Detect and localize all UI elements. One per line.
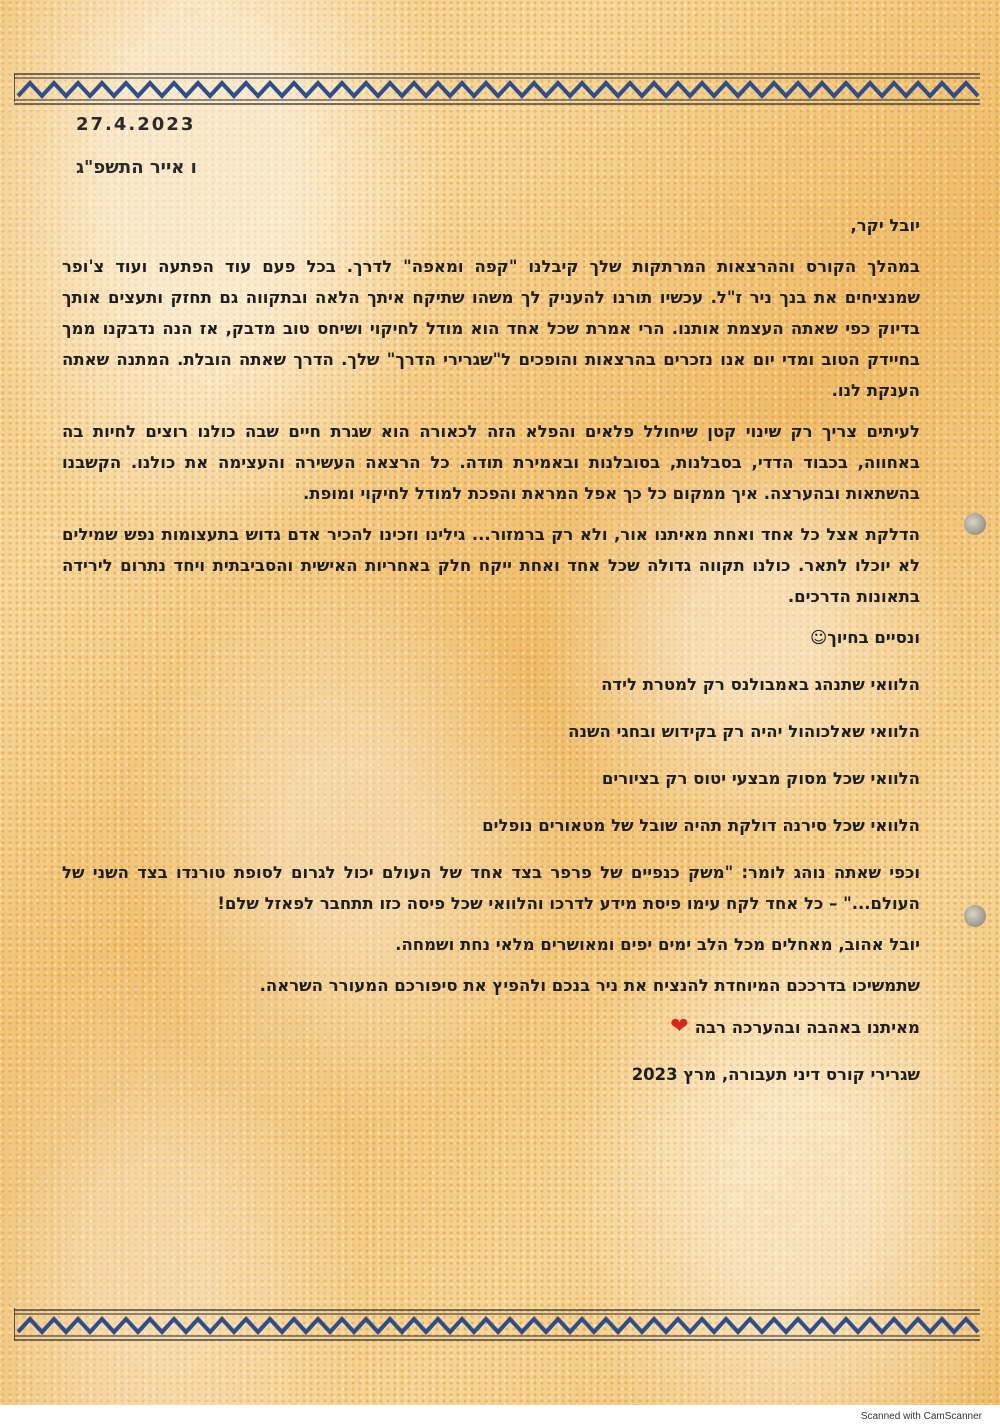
letter-dates: [76, 114, 197, 178]
paragraph-light: הדלקת אצל כל אחד ואחת מאיתנו אור, ולא רק ברמזור... גילינו וזכינו להכיר אדם גדוש בתעצומות נפש שמילים לא יוכלו לתאר. כולנו תקווה גדולה שכל אחד ואחת ייקח חלק באחריות האישית והסביבתית ויחד נתרום לירידה בתאונות הדרכים.: [62, 525, 920, 606]
date-hebrew: ו אייר התשפ"ג: [76, 157, 197, 178]
wish-siren: הלוואי שכל סירנה דולקת תהיה שובל של מטאורים נופלים: [482, 816, 920, 835]
wish-ambulance: הלוואי שתנהג באמבולנס רק למטרת לידה: [601, 675, 920, 694]
sign-off: [62, 1011, 920, 1043]
wish-alcohol: הלוואי שאלכוהול יהיה רק בקידוש ובחגי השנה: [568, 722, 920, 741]
wish-helicopter: הלוואי שכל מסוק מבצעי יטוס רק בציורים: [601, 769, 920, 788]
paragraph-continue: שתמשיכו בדרככם המיוחדת להנציח את ניר בנכם ולהפיץ את סיפורכם המעורר השראה.: [259, 976, 920, 995]
heart-icon: ❤: [670, 1014, 689, 1039]
sign-off-text: מאיתנו באהבה ובהערכה רבה: [694, 1018, 920, 1037]
punch-hole-top: [964, 513, 986, 535]
date-gregorian: 27.4.2023: [76, 114, 196, 135]
paragraph-wishes: יובל אהוב, מאחלים מכל הלב ימים יפים ומאושרים מלאי נחת ושמחה.: [395, 935, 920, 954]
punch-hole-bottom: [964, 905, 986, 927]
bottom-decorative-border: [14, 1306, 980, 1342]
top-decorative-border: [14, 72, 980, 108]
greeting: יובל יקר,: [850, 216, 920, 235]
paragraph-course: במהלך הקורס וההרצאות המרתקות שלך קיבלנו "קפה ומאפה" לדרך. בכל פעם עוד הפתעה ועוד צ'ופר שמנציחים את בנך ניר ז"ל. עכשיו תורנו להעניק לך משהו שתיקח איתך הלאה ובתקווה גם תחזק ותעצים אותך בדיוק כפי שאתה העצמת אותנו. הרי אמרת שכל אחד הוא מודל לחיקוי ושיחס טוב מדבק, אז הנה נדבקנו ממך בחיידק הטוב ומדי יום אנו נזכרים בהרצאות והופכים ל"שגרירי הדרך" שלך. הדרך שאתה הובלת. המתנה שאתה הענקת לנו.: [62, 257, 920, 400]
closing-smile: ונסיים בחיוך☺: [810, 628, 920, 647]
scanner-watermark: Scanned with CamScanner: [860, 1411, 982, 1422]
letter-body: [62, 210, 920, 1106]
paragraph-change: לעיתים צריך רק שינוי קטן שיחולל פלאים והפלא הזה לכאורה הוא שגרת חיים שבה כולנו רוצים לחיות בה באחווה, בכבוד הדדי, בסבלנות, בסובלנות ובאמירת תודה. כל הרצאה העשירה והעצימה את כולנו. הקשבנו בהשתאות ובהערצה. איך ממקום כל כך אפל המראת והפכת למודל לחיקוי ומופת.: [62, 422, 920, 503]
paragraph-butterfly: וכפי שאתה נוהג לומר: "משק כנפיים של פרפר בצד אחד של העולם יכול לגרום לסופת טורנדו בצד השני של העולם..." – כל אחד לקח עימו פיסת מידע לדרכו והלוואי שכל פיסה כזו תתחבר לפאזל שלם!: [62, 863, 920, 913]
signature: שגרירי קורס דיני תעבורה, מרץ 2023: [631, 1065, 920, 1084]
